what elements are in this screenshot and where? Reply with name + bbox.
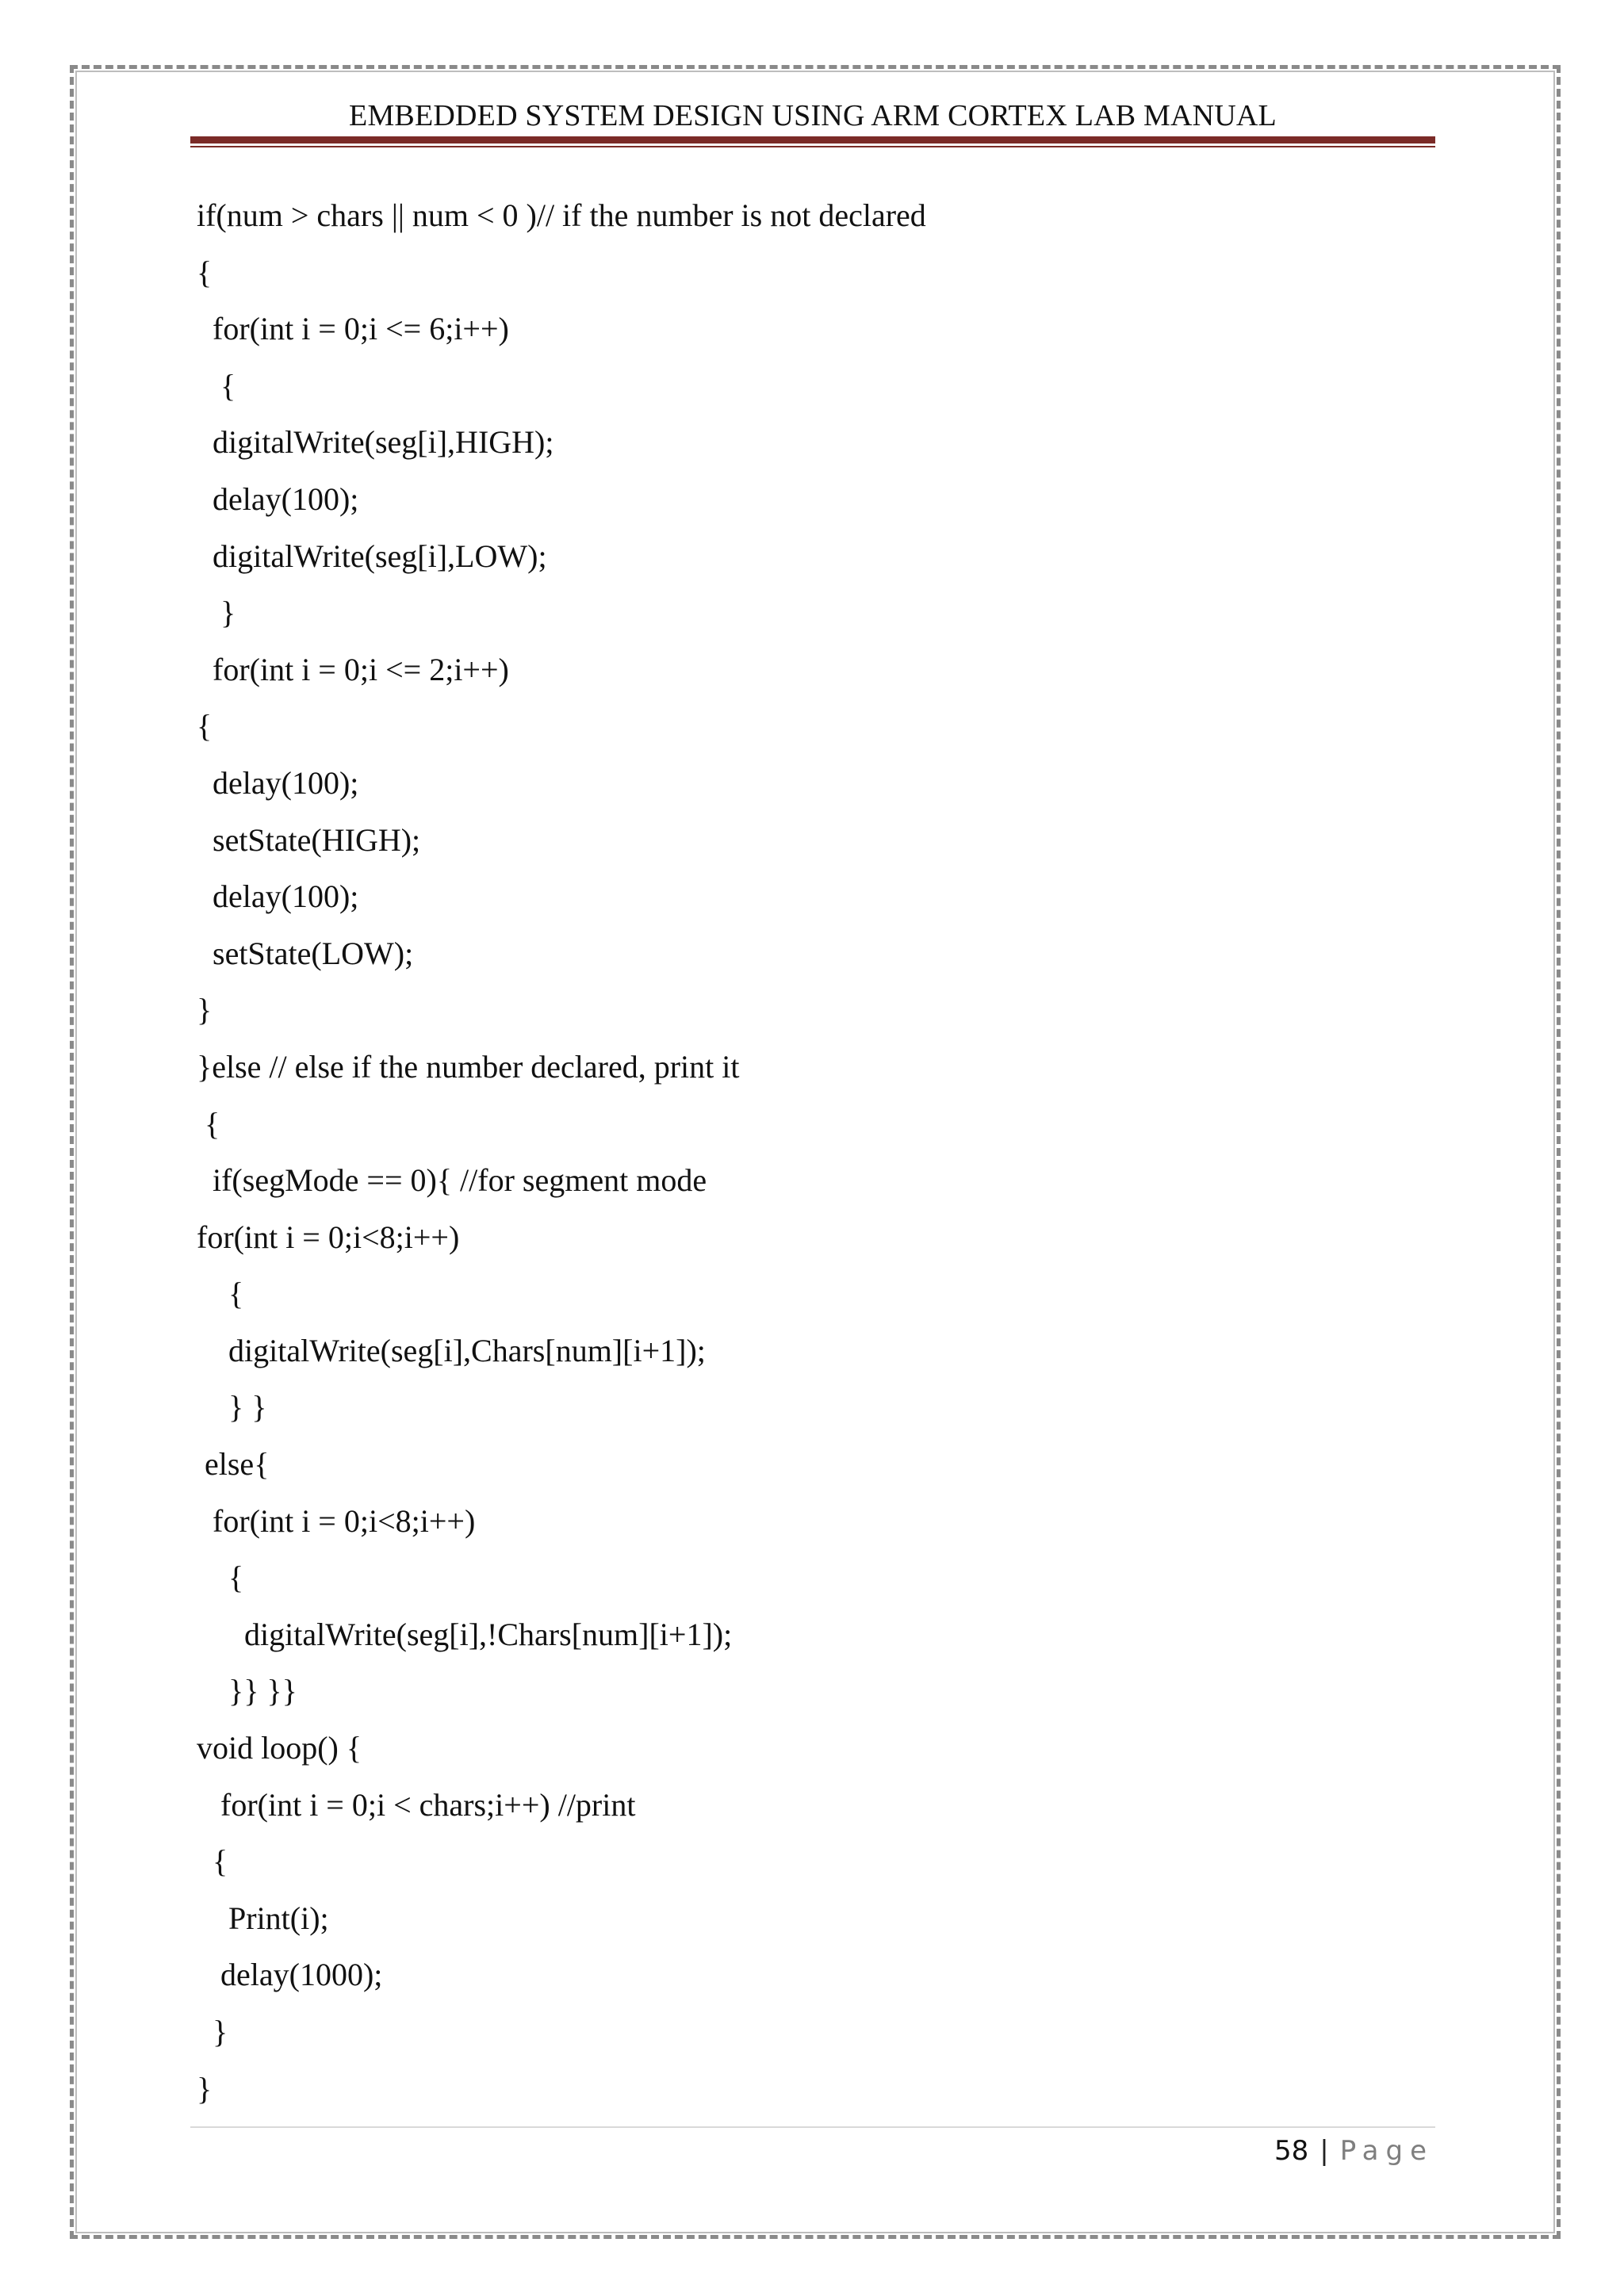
code-line: { [197, 1559, 244, 1596]
code-line: { [197, 1276, 244, 1312]
header-rule [190, 136, 1435, 144]
code-line: for(int i = 0;i < chars;i++) //print [197, 1786, 636, 1823]
code-line: { [197, 254, 213, 290]
code-line: delay(100); [197, 878, 359, 915]
code-line: } [197, 2014, 228, 2049]
code-line: for(int i = 0;i<8;i++) [197, 1502, 476, 1539]
code-line: setState(HIGH); [197, 821, 421, 858]
code-line: else{ [197, 1446, 270, 1483]
code-line: for(int i = 0;i<8;i++) [197, 1219, 460, 1255]
code-line: }} }} [197, 1673, 297, 1709]
code-line: { [197, 1105, 220, 1142]
code-line: digitalWrite(seg[i],HIGH); [197, 424, 554, 461]
code-line: delay(100); [197, 480, 359, 517]
code-line: setState(LOW); [197, 935, 414, 971]
header-title: EMBEDDED SYSTEM DESIGN USING ARM CORTEX LAB MANUAL [349, 99, 1277, 132]
code-line: if(segMode == 0){ //for segment mode [197, 1162, 707, 1199]
page-footer [1274, 2131, 1434, 2171]
code-line: delay(100); [197, 764, 359, 801]
page-label: Page [1339, 2135, 1434, 2167]
code-line: Print(i); [197, 1900, 329, 1936]
code-line: } [197, 2070, 213, 2107]
code-line: { [197, 708, 213, 744]
code-line: }else // else if the number declared, print it [197, 1048, 740, 1085]
footer-separator: | [1320, 2135, 1329, 2167]
footer-rule [190, 2126, 1435, 2128]
code-line: delay(1000); [197, 1957, 383, 1993]
code-line: digitalWrite(seg[i],!Chars[num][i+1]); [197, 1616, 733, 1652]
code-line: } [197, 992, 213, 1028]
header-rule-thin [190, 146, 1435, 147]
code-line: for(int i = 0;i <= 6;i++) [197, 311, 509, 347]
code-line: { [197, 1843, 228, 1880]
code-line: } [197, 595, 236, 631]
code-line: } } [197, 1389, 267, 1425]
code-listing [197, 193, 1434, 2123]
code-line: { [197, 367, 236, 404]
code-line: if(num > chars || num < 0 )// if the number is not declared [197, 197, 926, 233]
code-line: void loop() { [197, 1730, 362, 1766]
page-number: 58 [1274, 2135, 1309, 2167]
code-line: for(int i = 0;i <= 2;i++) [197, 651, 509, 687]
code-line: digitalWrite(seg[i],Chars[num][i+1]); [197, 1332, 706, 1368]
code-line: digitalWrite(seg[i],LOW); [197, 538, 547, 574]
